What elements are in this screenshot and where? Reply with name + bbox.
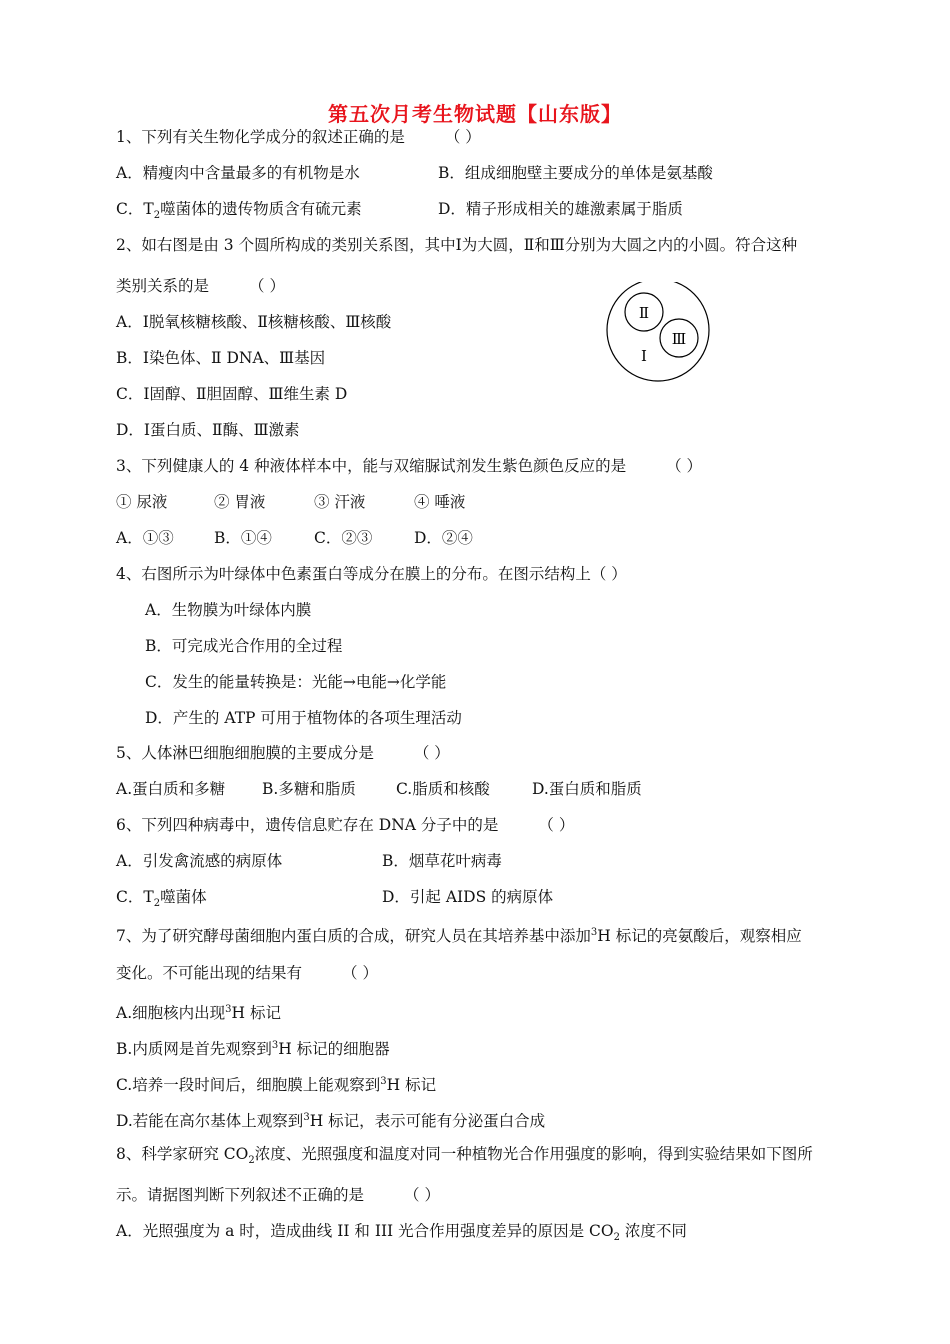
q4-option-c: C．发生的能量转换是：光能→电能→化学能: [145, 673, 447, 691]
q3-option-c: C．②③: [314, 529, 373, 547]
q5-option-a: A.蛋白质和多糖: [116, 780, 226, 798]
venn-label-2: Ⅱ: [638, 304, 650, 322]
q6-option-d: D．引起 AIDS 的病原体: [382, 888, 554, 906]
q7-option-b: B.内质网是首先观察到$^3$H 标记的细胞器: [116, 1040, 390, 1059]
q8-option-a: A．光照强度为 a 时，造成曲线 II 和 III 光合作用强度差异的原因是 $CO_2$ 浓度不同: [116, 1222, 687, 1244]
q6-option-c: C．$T_2$噬菌体: [116, 888, 207, 910]
q3-item-3: ③ 汗液: [314, 493, 366, 511]
q1-option-b: B．组成细胞壁主要成分的单体是氨基酸: [438, 164, 713, 182]
q2-option-a: A．Ⅰ脱氧核糖核酸、Ⅱ核糖核酸、Ⅲ核酸: [116, 313, 392, 331]
venn-diagram: [604, 282, 714, 382]
q3-option-a: A．①③: [116, 529, 174, 547]
q4-option-d: D．产生的 ATP 可用于植物体的各项生理活动: [145, 709, 462, 727]
venn-big-circle: [607, 282, 709, 381]
venn-label-3: Ⅲ: [671, 330, 687, 348]
q1-option-c: C．$T_2$噬菌体的遗传物质含有硫元素: [116, 200, 362, 222]
q1-option-a: A．精瘦肉中含量最多的有机物是水: [116, 164, 360, 182]
q6-option-a: A．引发禽流感的病原体: [116, 852, 283, 870]
q3-option-d: D．②④: [414, 529, 473, 547]
q4-stem: 4、右图所示为叶绿体中色素蛋白等成分在膜上的分布。在图示结构上（ ）: [116, 565, 627, 583]
q3-item-4: ④ 唾液: [414, 493, 466, 511]
q7-option-d: D.若能在高尔基体上观察到$^3$H 标记，表示可能有分泌蛋白合成: [116, 1112, 546, 1131]
q4-option-b: B．可完成光合作用的全过程: [145, 637, 343, 655]
page-title: 第五次月考生物试题【山东版】: [328, 102, 622, 126]
q7-option-c: C.培养一段时间后，细胞膜上能观察到$^3$H 标记: [116, 1076, 437, 1095]
q2-option-d: D．Ⅰ蛋白质、Ⅱ酶、Ⅲ激素: [116, 421, 300, 439]
q5-option-b: B.多糖和脂质: [262, 780, 356, 798]
q8-stem-line2: 示。请据图判断下列叙述不正确的是 （ ）: [116, 1186, 440, 1204]
q2-option-c: C．Ⅰ固醇、Ⅱ胆固醇、Ⅲ维生素 D: [116, 385, 348, 403]
q8-stem-line1: 8、科学家研究 $CO_2$浓度、光照强度和温度对同一种植物光合作用强度的影响，得到实验结果如下图所: [116, 1145, 813, 1167]
venn-label-1: Ⅰ: [641, 347, 647, 365]
q1-stem: 1、下列有关生物化学成分的叙述正确的是 （ ）: [116, 128, 481, 146]
q7-option-a: A.细胞核内出现$^3$H 标记: [116, 1004, 281, 1023]
q7-stem-line1: 7、为了研究酵母菌细胞内蛋白质的合成，研究人员在其培养基中添加$^3$H 标记的亮氨酸后，观察相应: [116, 927, 802, 946]
q3-option-b: B．①④: [214, 529, 272, 547]
q7-stem-line2: 变化。不可能出现的结果有 （ ）: [116, 964, 378, 982]
q5-option-d: D.蛋白质和脂质: [532, 780, 642, 798]
q6-stem: 6、下列四种病毒中，遗传信息贮存在 DNA 分子中的是 （ ）: [116, 816, 575, 834]
q5-option-c: C.脂质和核酸: [396, 780, 490, 798]
q3-stem: 3、下列健康人的 4 种液体样本中，能与双缩脲试剂发生紫色颜色反应的是 （ ）: [116, 457, 703, 475]
q3-item-2: ② 胃液: [214, 493, 266, 511]
q1-option-d: D．精子形成相关的雄激素属于脂质: [438, 200, 683, 218]
q2-option-b: B．Ⅰ染色体、Ⅱ DNA、Ⅲ基因: [116, 349, 326, 367]
q5-stem: 5、人体淋巴细胞细胞膜的主要成分是 （ ）: [116, 744, 450, 762]
q2-stem-line1: 2、如右图是由 3 个圆所构成的类别关系图，其中Ⅰ为大圆，Ⅱ和Ⅲ分别为大圆之内的小圆。符合这种: [116, 236, 798, 254]
q6-option-b: B．烟草花叶病毒: [382, 852, 502, 870]
q4-option-a: A．生物膜为叶绿体内膜: [145, 601, 312, 619]
q2-stem-line2: 类别关系的是 （ ）: [116, 277, 285, 295]
q3-item-1: ① 尿液: [116, 493, 168, 511]
